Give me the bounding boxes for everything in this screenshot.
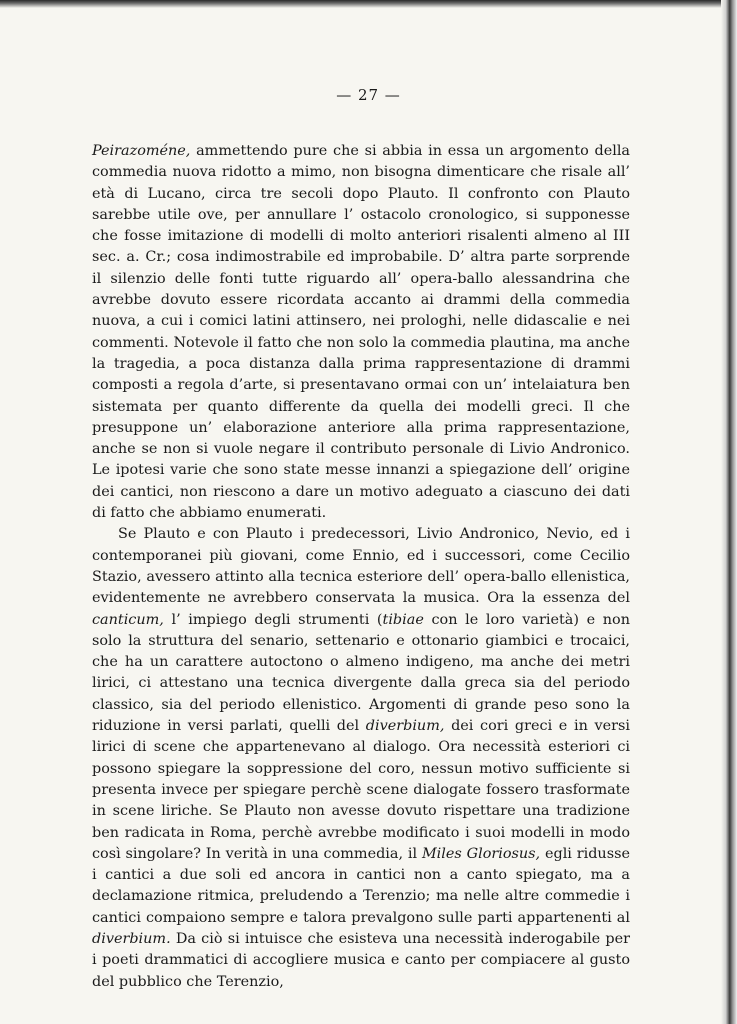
paragraph-1 (92, 141, 630, 524)
text-run: dei cori greci e in versi lirici di scene che appartenevano al dialogo. Ora necessità esteriori ci possono spiegare la soppressione del coro, nessun motivo sufficiente si presenta invece per spiegare perchè scene dialogate fossero trasformate in scene liriche. Se Plauto non avesse dovuto rispettare una tradizione ben radicata in Roma, perchè avrebbe modificato i suoi modelli in modo così singolare? In verità in una commedia, il (92, 718, 630, 862)
italic-term: diverbium, (365, 718, 445, 735)
text-run: ammettendo pure che si abbia in essa un argomento della commedia nuova ridotto a mimo, non bisogna dimenticare che risale all’ età di Lucano, circa tre secoli dopo Plauto. Il confronto con Plauto sarebbe utile ove, per annullare l’ ostacolo cronologico, si supponesse che fosse imitazione di modelli di molto anteriori risalenti almeno al III sec. a. Cr.; cosa indimostrabile ed improbabile. D’ altra parte sorprende il silenzio delle fonti tutte riguardo all’ opera-ballo alessandrina che avrebbe dovuto essere ricordata accanto ai drammi della commedia nuova, a cui i comici latini attinsero, nei prologhi, nelle didascalie e nei commenti. Notevole il fatto che non solo la commedia plautina, ma anche la tragedia, a poca distanza dalla prima rappresentazione di drammi composti a regola d’arte, si presentavano ormai con un’ intelaiatura ben sistemata per quanto differente da quella dei modelli greci. Il che presuppone un’ elaborazione anteriore alla prima rappresentazione, anche se non si vuole negare il contributo personale di Livio Andronico. Le ipotesi varie che sono state messe innanzi a spiegazione dell’ origine dei cantici, non riescono a dare un motivo adeguato a ciascuno dei dati di fatto che abbiamo enumerati. (92, 143, 630, 522)
italic-term: Miles Gloriosus, (421, 845, 541, 862)
paragraph-2 (92, 524, 630, 993)
italic-term: canticum, (92, 611, 164, 628)
page-number: — 27 — (336, 86, 401, 104)
page-body (92, 141, 630, 993)
italic-term: tibiae (382, 611, 424, 628)
scan-top-edge (0, 0, 737, 8)
text-run: Se Plauto e con Plauto i predecessori, Livio Andronico, Nevio, ed i contemporanei più giovani, come Ennio, ed i successori, come Cecilio Stazio, avessero attinto alla tecnica esteriore dell’ opera-ballo ellenistica, evidentemente ne avrebbero conservata la musica. Ora la essenza del (92, 526, 630, 607)
italic-term: Peirazoméne, (92, 143, 191, 159)
text-run: con le loro varietà) e non solo la struttura del senario, settenario e ottonario giambici e trocaici, che ha un carattere autoctono o almeno indigeno, ma anche dei metri lirici, ci attestano una tecnica divergente dalla greca sia del periodo classico, sia del periodo ellenistico. Argomenti di grande peso sono la riduzione in versi parlati, quelli del (92, 611, 630, 735)
text-run: Da ciò si intuisce che esisteva una necessità inderogabile per i poeti drammatici di accogliere musica e canto per compiacere al gusto del pubblico che Terenzio, (92, 930, 630, 990)
italic-term: diverbium. (92, 930, 171, 947)
book-spine-edge (721, 0, 737, 1024)
text-run: egli ridusse i cantici a due soli ed ancora in cantici non a canto spiegato, ma a declamazione ritmica, preludendo a Terenzio; ma nelle altre commedie i cantici compaiono sempre e talora prevalgono sulle parti appartenenti al (92, 845, 630, 926)
text-run: l’ impiego degli strumenti ( (163, 611, 383, 628)
